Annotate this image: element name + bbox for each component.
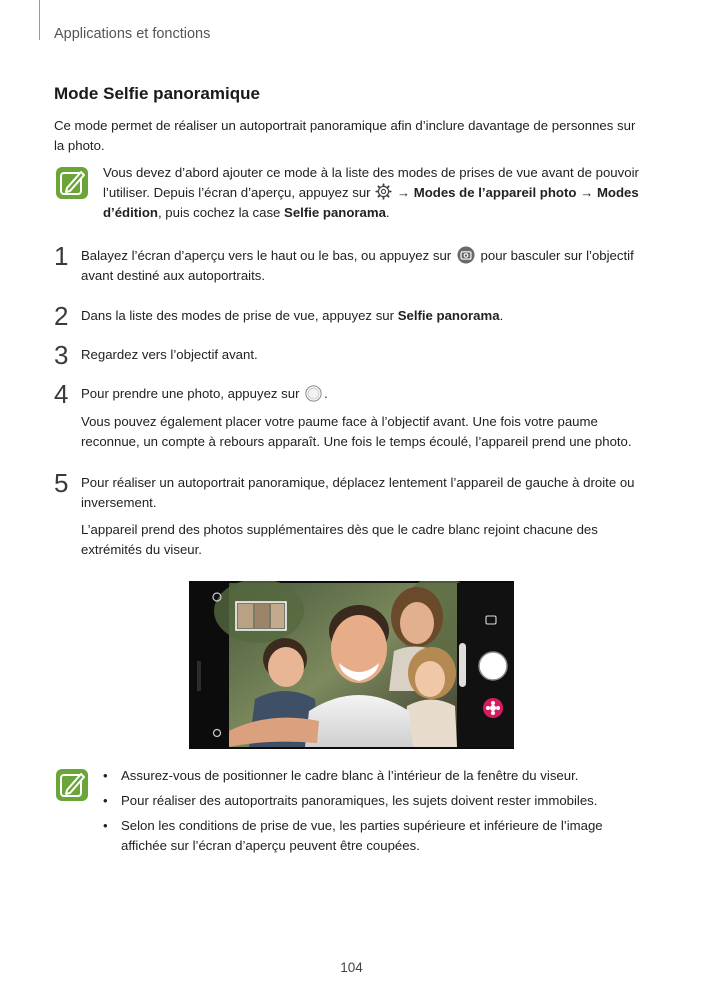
bullet-dot: • [103,793,108,808]
header-title: Applications et fonctions [54,26,211,42]
option-selfie-panorama: Selfie panorama [397,308,500,323]
arrow: → [393,185,414,200]
step-text: Pour prendre une photo, appuyez sur [81,386,300,401]
note-pencil-icon [55,166,89,200]
header-divider [39,0,40,40]
step-number-1: 1 [54,241,69,271]
note-add-mode [103,163,648,223]
step-5-text: Pour réaliser un autoportrait panoramique, déplacez lentement l’appareil de gauche à droite ou inversement. [81,475,635,510]
list-item [103,816,648,856]
bullet-text: Pour réaliser des autoportraits panoramiques, les sujets doivent rester immobiles. [121,793,598,808]
note-text: , puis cochez la case [157,205,285,220]
step-number-4: 4 [54,379,69,409]
bullet-dot: • [103,768,108,783]
arrow: → [576,185,597,200]
step-number-3: 3 [54,340,69,370]
bullet-dot: • [103,818,108,833]
camera-switch-icon [457,246,475,264]
section-title: Mode Selfie panoramique [54,84,260,103]
note-pencil-icon [55,768,89,802]
section-intro: Ce mode permet de réaliser un autoportrait panoramique afin d’inclure davantage de personnes sur la photo. [54,118,636,153]
bullet-text: Selon les conditions de prise de vue, les parties supérieure et inférieure de l’image affichée sur l’écran d’aperçu peuvent être coupées. [121,818,603,853]
selfie-panorama-preview-image [189,581,514,749]
step-5-subtext: L’appareil prend des photos supplémentaires dès que le cadre blanc rejoint chacune des extrémités du viseur. [81,522,598,557]
step-text: . [324,386,328,401]
note-text: Vous devez d’abord ajouter ce mode à la liste des modes de prises de vue avant de pouvoir l’utiliser. Depuis l’écran d’aperçu, appuyez sur [103,165,639,200]
step-number-2: 2 [54,301,69,331]
list-item [103,766,648,786]
menu-camera-modes: Modes de l’appareil photo [413,185,577,200]
step-text: Balayez l’écran d’aperçu vers le haut ou le bas, ou appuyez sur [81,248,452,263]
bullet-text: Assurez-vous de positionner le cadre blanc à l’intérieur de la fenêtre du viseur. [121,768,579,783]
menu-edit-modes: Modes d’édition [103,185,639,220]
step-4-text [81,384,648,404]
note-bullet-list [103,766,648,861]
step-3-text: Regardez vers l’objectif avant. [81,347,258,362]
list-item [103,791,648,811]
note-text: . [385,205,390,220]
option-selfie-panorama: Selfie panorama [284,205,386,220]
step-text: . [499,308,504,323]
step-text: Dans la liste des modes de prise de vue, appuyez sur [81,308,398,323]
step-1-text [81,246,648,286]
step-4-subtext: Vous pouvez également placer votre paume face à l’objectif avant. Une fois votre paume reconnue, un compte à rebours apparaît. Une fois le temps écoulé, l’appareil prend une photo. [81,414,632,449]
page-number: 104 [340,960,363,975]
step-text: pour basculer sur l’objectif avant destiné aux autoportraits. [81,248,634,283]
shutter-icon [305,385,322,402]
step-number-5: 5 [54,468,69,498]
gear-icon [375,183,392,200]
step-2-text [81,306,648,326]
